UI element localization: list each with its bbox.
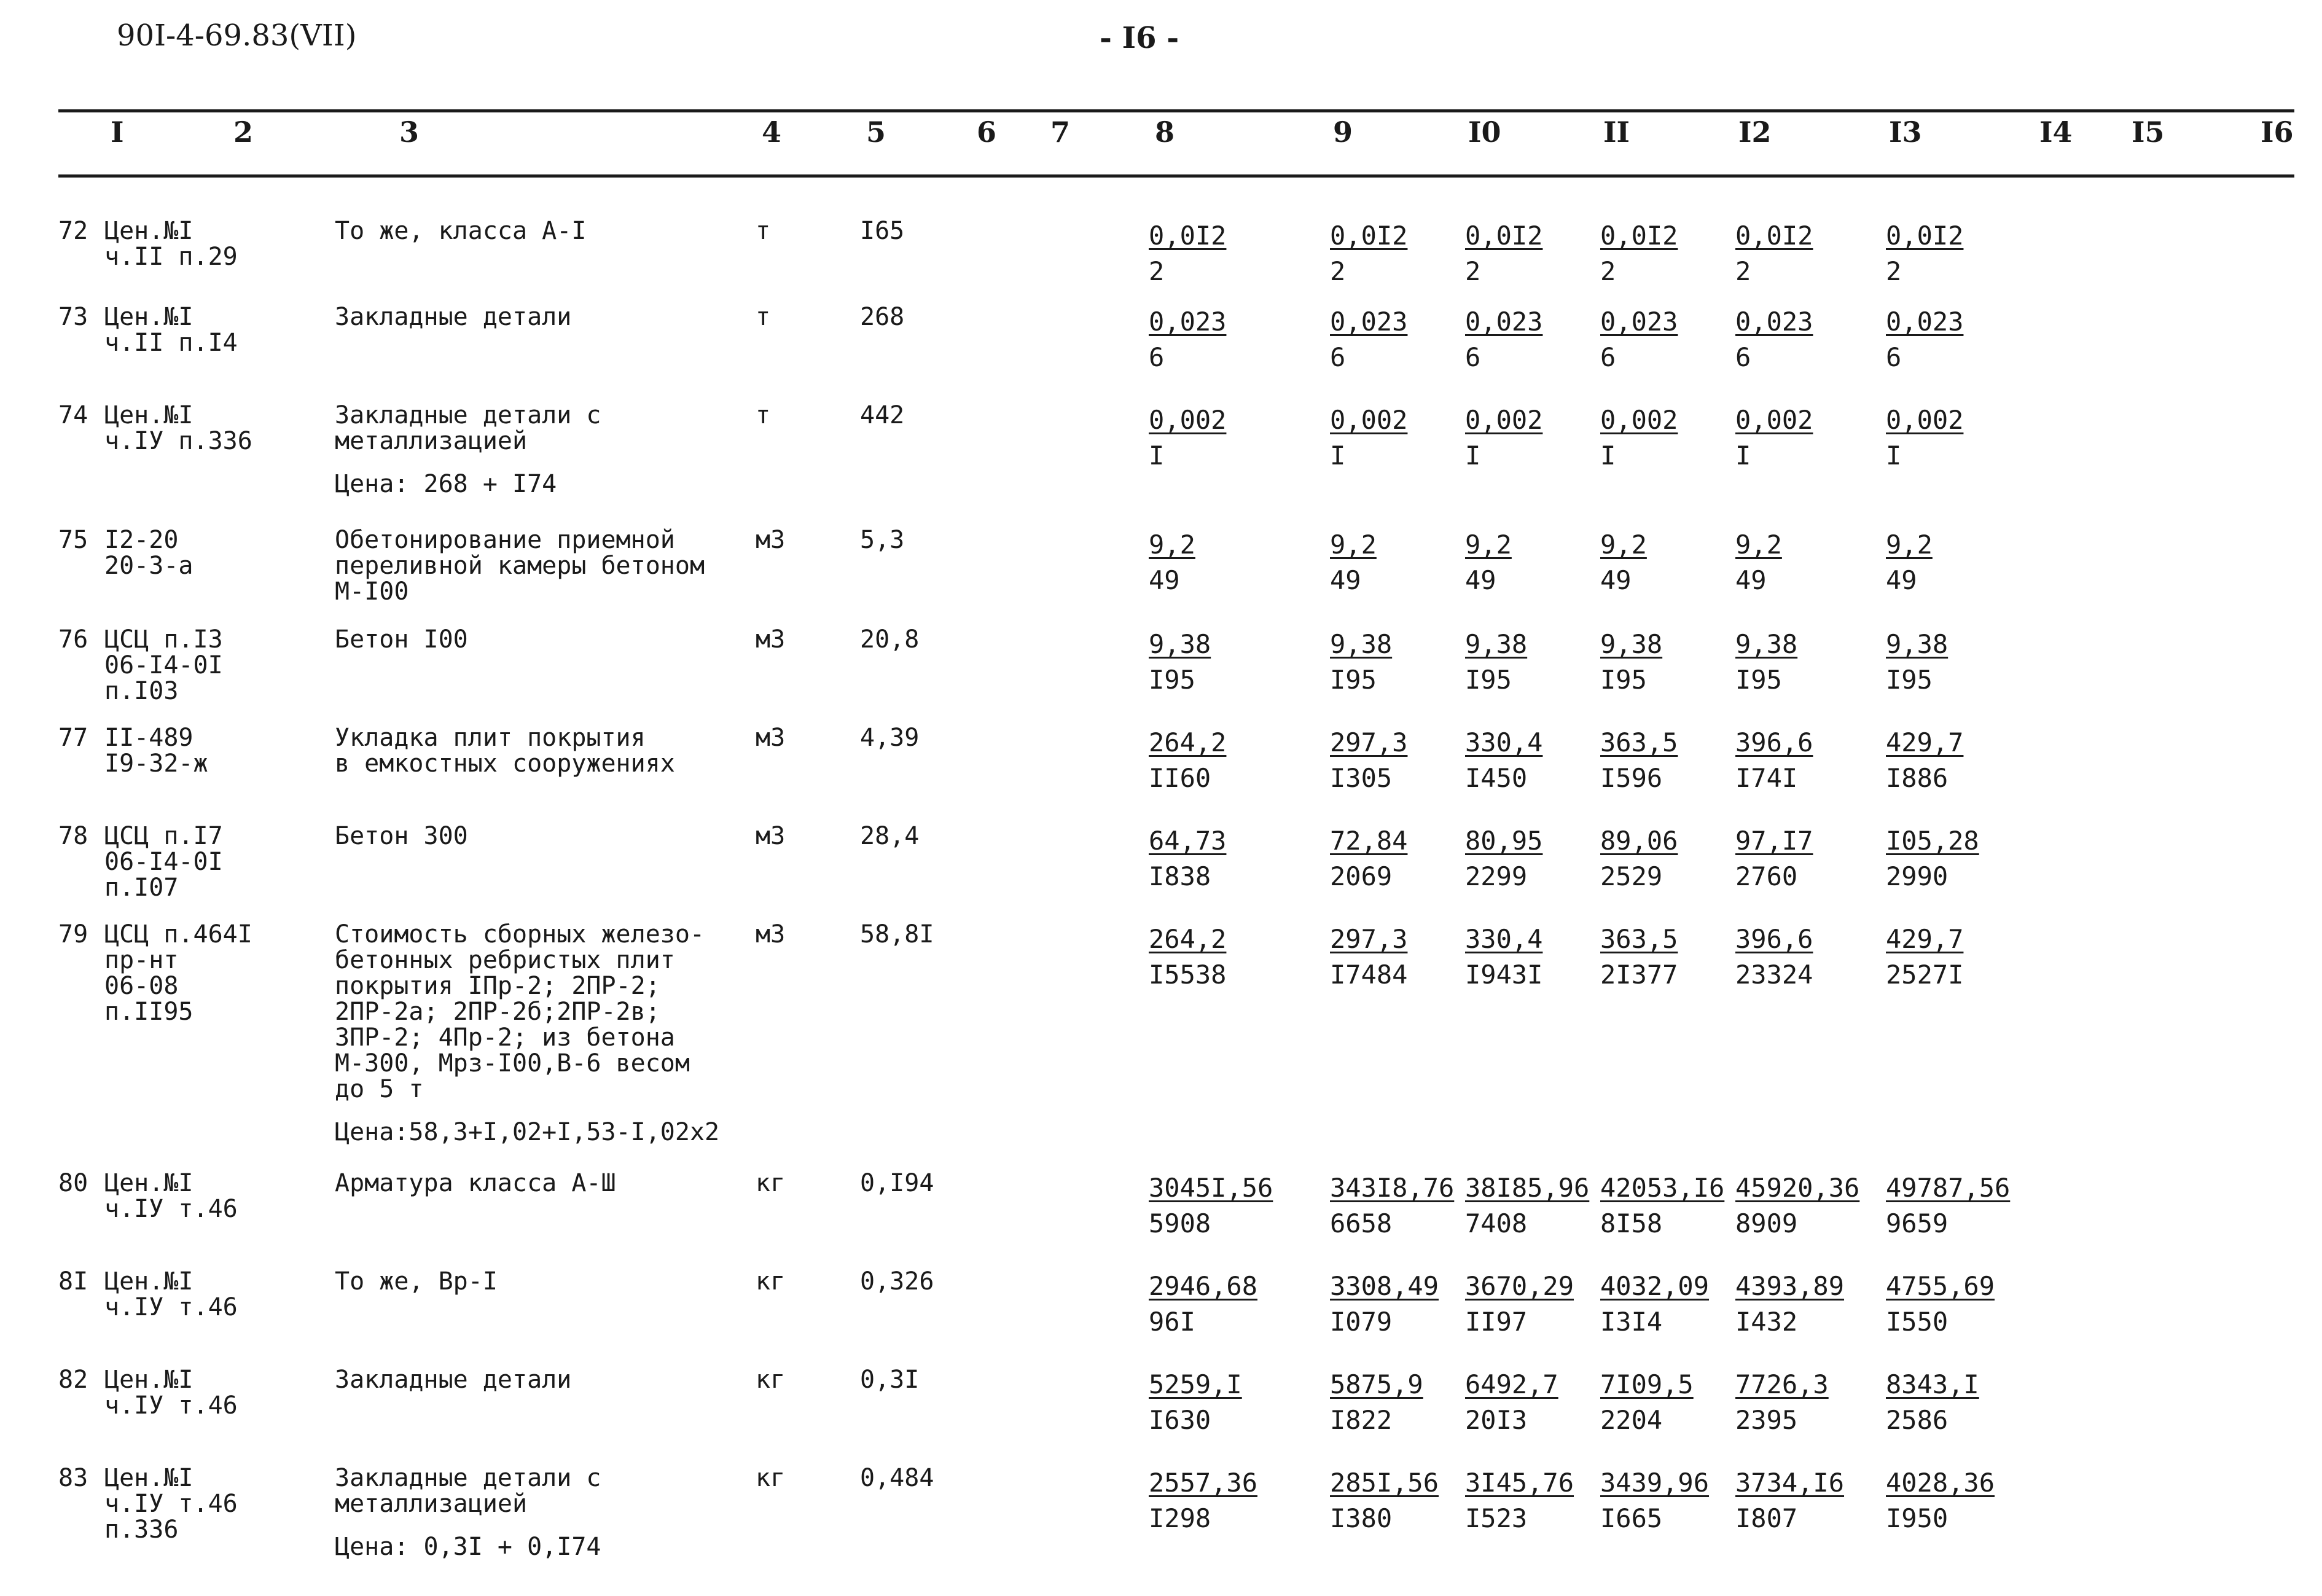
value-quantity: 3734,I6	[1735, 1468, 1845, 1498]
value-cell	[1735, 1465, 1844, 1536]
value-cost: I550	[1886, 1307, 1949, 1337]
value-cost: I943I	[1465, 960, 1543, 990]
value-cost: 2529	[1600, 861, 1663, 891]
value-cell	[1600, 402, 1678, 474]
value-cell	[1600, 1170, 1724, 1242]
value-quantity: 297,3	[1330, 924, 1408, 954]
row-price: 28,4	[860, 822, 920, 850]
value-quantity: 6492,7	[1465, 1369, 1558, 1399]
value-cost: I95	[1330, 665, 1377, 695]
value-quantity: 285I,56	[1330, 1468, 1439, 1498]
value-quantity: 45920,36	[1735, 1173, 1860, 1203]
value-cost: I305	[1330, 763, 1393, 793]
value-cell	[1149, 1367, 1242, 1438]
value-cost: I450	[1465, 763, 1528, 793]
value-cell	[1600, 218, 1678, 289]
value-cell	[1735, 627, 1797, 698]
row-code: Цен.№I ч.II п.29	[104, 217, 238, 271]
value-cell	[1149, 1170, 1273, 1242]
value-cell	[1600, 823, 1678, 894]
column-header: 2	[233, 115, 254, 149]
value-cell	[1600, 1465, 1709, 1536]
value-cell	[1886, 725, 1963, 796]
value-quantity: 264,2	[1149, 924, 1227, 954]
header-rule-bottom	[58, 174, 2294, 178]
row-number: 75	[58, 526, 88, 554]
value-cost: 7408	[1465, 1208, 1528, 1238]
value-cost: I95	[1600, 665, 1647, 695]
value-quantity: 0,0I2	[1735, 221, 1813, 251]
value-cost: I	[1465, 440, 1481, 471]
value-cost: I7484	[1330, 960, 1408, 990]
row-description: Арматура класса А-Ш	[335, 1169, 616, 1197]
row-price-formula: Цена: 268 + I74	[335, 470, 557, 498]
value-quantity: 0,002	[1149, 405, 1227, 435]
column-header: II	[1603, 115, 1630, 149]
row-code: Цен.№I ч.IУ т.46	[104, 1169, 238, 1223]
row-description: Бетон I00	[335, 625, 468, 654]
value-quantity: 9,38	[1886, 629, 1949, 659]
value-cost: I665	[1600, 1503, 1663, 1533]
value-quantity: 4755,69	[1886, 1271, 1995, 1301]
value-cell	[1465, 1170, 1589, 1242]
value-quantity: 363,5	[1600, 924, 1678, 954]
value-cost: 2	[1330, 256, 1346, 286]
value-cell	[1330, 1465, 1439, 1536]
value-cost: 2	[1149, 256, 1165, 286]
value-quantity: 396,6	[1735, 924, 1813, 954]
row-code: Цен.№I ч.IУ т.46 п.336	[104, 1464, 238, 1544]
page-number: - I6 -	[1100, 21, 1179, 55]
value-cost: 2527I	[1886, 960, 1964, 990]
row-description: То же, класса А-I	[335, 217, 587, 245]
value-quantity: 0,0I2	[1465, 221, 1543, 251]
column-header: I0	[1468, 115, 1501, 149]
row-description: Закладные детали с металлизацией Цена: 0,3I + 0,I74	[335, 1464, 601, 1561]
value-cost: I380	[1330, 1503, 1393, 1533]
value-cost: I3I4	[1600, 1307, 1663, 1337]
value-cell	[1735, 527, 1782, 598]
row-code: ЦСЦ п.I7 06-I4-0I п.I07	[104, 822, 223, 902]
value-quantity: 0,002	[1465, 405, 1543, 435]
row-price-formula: Цена: 0,3I + 0,I74	[335, 1533, 601, 1561]
value-quantity: 89,06	[1600, 826, 1678, 856]
value-cell	[1886, 1465, 1995, 1536]
value-cost: 2069	[1330, 861, 1393, 891]
row-unit: т	[756, 401, 771, 429]
row-number: 74	[58, 401, 88, 429]
value-quantity: 2946,68	[1149, 1271, 1258, 1301]
value-quantity: 9,38	[1330, 629, 1393, 659]
row-number: 76	[58, 625, 88, 654]
value-quantity: 0,023	[1465, 307, 1543, 337]
value-cell	[1600, 1269, 1709, 1340]
value-cost: I886	[1886, 763, 1949, 793]
row-price: 0,484	[860, 1464, 934, 1492]
column-header: I5	[2132, 115, 2165, 149]
value-quantity: 9,38	[1735, 629, 1798, 659]
value-cell	[1735, 1269, 1844, 1340]
value-quantity: 3I45,76	[1465, 1468, 1574, 1498]
value-quantity: 3045I,56	[1149, 1173, 1273, 1203]
value-cell	[1330, 921, 1407, 993]
row-number: 79	[58, 920, 88, 949]
value-cell	[1735, 1367, 1829, 1438]
row-number: 73	[58, 303, 88, 331]
column-header: I3	[1889, 115, 1922, 149]
value-quantity: 264,2	[1149, 727, 1227, 757]
value-cell	[1465, 823, 1542, 894]
row-number: 8I	[58, 1267, 88, 1296]
value-quantity: 5259,I	[1149, 1369, 1242, 1399]
value-cell	[1600, 304, 1678, 375]
value-quantity: 49787,56	[1886, 1173, 2011, 1203]
value-quantity: 9,2	[1330, 530, 1377, 560]
column-header: I6	[2261, 115, 2294, 149]
value-quantity: 0,023	[1735, 307, 1813, 337]
value-cell	[1465, 1269, 1574, 1340]
column-header: 5	[866, 115, 886, 149]
column-header: I2	[1738, 115, 1772, 149]
value-quantity: 97,I7	[1735, 826, 1813, 856]
value-quantity: 64,73	[1149, 826, 1227, 856]
row-description: Закладные детали	[335, 303, 572, 331]
value-cost: 2299	[1465, 861, 1528, 891]
value-cell	[1330, 218, 1407, 289]
column-header: 7	[1050, 115, 1071, 149]
value-cost: 2	[1735, 256, 1751, 286]
row-number: 82	[58, 1366, 88, 1394]
row-price: 0,I94	[860, 1169, 934, 1197]
value-cost: I95	[1465, 665, 1512, 695]
value-quantity: 4393,89	[1735, 1271, 1845, 1301]
row-description: Бетон 300	[335, 822, 468, 850]
value-cost: I630	[1149, 1405, 1211, 1435]
value-cell	[1600, 1367, 1694, 1438]
value-cost: 6	[1465, 342, 1481, 372]
value-quantity: 9,38	[1465, 629, 1528, 659]
row-description: Обетонирование приемной переливной камеры бетоном М-I00	[335, 526, 705, 606]
value-cost: 2586	[1886, 1405, 1949, 1435]
value-cell	[1465, 1465, 1574, 1536]
value-cell	[1886, 527, 1933, 598]
row-price: 0,326	[860, 1267, 934, 1296]
value-quantity: 9,2	[1886, 530, 1933, 560]
value-cell	[1465, 527, 1512, 598]
value-cell	[1465, 627, 1527, 698]
value-cell	[1886, 304, 1963, 375]
value-cost: 49	[1149, 565, 1180, 595]
value-cell	[1735, 725, 1813, 796]
row-description: Закладные детали	[335, 1366, 572, 1394]
value-quantity: 9,2	[1149, 530, 1195, 560]
value-quantity: 7726,3	[1735, 1369, 1829, 1399]
value-cell	[1330, 304, 1407, 375]
row-description: Закладные детали с металлизацией Цена: 268 + I74	[335, 401, 601, 498]
value-cost: I523	[1465, 1503, 1528, 1533]
value-cell	[1886, 1170, 2010, 1242]
row-unit: т	[756, 303, 771, 331]
value-quantity: 9,2	[1600, 530, 1647, 560]
row-description: Стоимость сборных железо- бетонных ребристых плит покрытия IПр-2; 2ПР-2; 2ПР-2а; 2ПР-2б;2ПР-2в; 3ПР-2; 4Пр-2; из бетона М-300, Мрз-I00,В-6 весом до 5 т Цена:58,3+I,02+I,53-I,02х2	[335, 920, 720, 1146]
value-cost: 49	[1886, 565, 1917, 595]
row-number: 80	[58, 1169, 88, 1197]
value-cost: 2990	[1886, 861, 1949, 891]
value-cost: 23324	[1735, 960, 1813, 990]
value-quantity: 72,84	[1330, 826, 1408, 856]
value-quantity: 0,023	[1886, 307, 1964, 337]
value-cell	[1465, 218, 1542, 289]
row-description: Укладка плит покрытия в емкостных сооружениях	[335, 724, 675, 778]
value-cost: I950	[1886, 1503, 1949, 1533]
value-cost: 2	[1886, 256, 1902, 286]
value-cost: I079	[1330, 1307, 1393, 1337]
value-cost: 2204	[1600, 1405, 1663, 1435]
row-unit: м3	[756, 920, 786, 949]
row-unit: кг	[756, 1169, 786, 1197]
value-quantity: 429,7	[1886, 727, 1964, 757]
value-cell	[1149, 1465, 1257, 1536]
value-quantity: 8343,I	[1886, 1369, 1979, 1399]
value-quantity: 3308,49	[1330, 1271, 1439, 1301]
value-cell	[1149, 304, 1226, 375]
value-quantity: 80,95	[1465, 826, 1543, 856]
value-quantity: 0,0I2	[1886, 221, 1964, 251]
value-quantity: 0,002	[1600, 405, 1678, 435]
value-cell	[1735, 823, 1813, 894]
value-cell	[1149, 725, 1226, 796]
row-price: 0,3I	[860, 1366, 920, 1394]
value-cell	[1600, 921, 1678, 993]
value-cell	[1465, 402, 1542, 474]
value-quantity: 0,023	[1600, 307, 1678, 337]
value-cost: 2	[1465, 256, 1481, 286]
value-quantity: 0,0I2	[1149, 221, 1227, 251]
row-number: 77	[58, 724, 88, 752]
value-cell	[1330, 402, 1407, 474]
value-cell	[1735, 921, 1813, 993]
value-cell	[1330, 725, 1407, 796]
value-cell	[1149, 921, 1226, 993]
value-cell	[1735, 304, 1813, 375]
value-quantity: 9,38	[1149, 629, 1211, 659]
value-quantity: 38I85,96	[1465, 1173, 1590, 1203]
value-cost: 49	[1600, 565, 1632, 595]
row-unit: кг	[756, 1267, 786, 1296]
value-cost: I596	[1600, 763, 1663, 793]
value-cell	[1886, 823, 1979, 894]
value-cost: 96I	[1149, 1307, 1195, 1337]
value-quantity: 0,0I2	[1330, 221, 1408, 251]
value-cell	[1330, 1170, 1454, 1242]
value-cell	[1465, 1367, 1558, 1438]
value-quantity: 297,3	[1330, 727, 1408, 757]
value-quantity: 0,002	[1886, 405, 1964, 435]
value-cell	[1886, 1269, 1995, 1340]
value-quantity: 3670,29	[1465, 1271, 1574, 1301]
value-cell	[1149, 527, 1195, 598]
value-cell	[1735, 1170, 1859, 1242]
value-cost: 9659	[1886, 1208, 1949, 1238]
row-code: II-489 I9-32-ж	[104, 724, 208, 778]
value-cost: II97	[1465, 1307, 1528, 1337]
row-unit: м3	[756, 724, 786, 752]
row-price: 268	[860, 303, 905, 331]
value-cell	[1886, 402, 1963, 474]
row-unit: кг	[756, 1464, 786, 1492]
value-cost: I5538	[1149, 960, 1227, 990]
value-cost: I74I	[1735, 763, 1798, 793]
value-cost: 20I3	[1465, 1405, 1528, 1435]
value-cost: I298	[1149, 1503, 1211, 1533]
value-quantity: 429,7	[1886, 924, 1964, 954]
column-header: 3	[399, 115, 420, 149]
value-quantity: 0,0I2	[1600, 221, 1678, 251]
row-unit: т	[756, 217, 771, 245]
value-cost: I95	[1149, 665, 1195, 695]
row-number: 72	[58, 217, 88, 245]
value-cell	[1886, 627, 1948, 698]
row-code: I2-20 20-3-а	[104, 526, 194, 580]
row-number: 78	[58, 822, 88, 850]
value-quantity: 9,38	[1600, 629, 1663, 659]
column-header: 6	[977, 115, 997, 149]
value-cost: 6658	[1330, 1208, 1393, 1238]
row-number: 83	[58, 1464, 88, 1492]
value-quantity: 330,4	[1465, 727, 1543, 757]
value-cell	[1330, 1367, 1423, 1438]
value-cell	[1330, 527, 1377, 598]
row-code: ЦСЦ п.I3 06-I4-0I п.I03	[104, 625, 223, 705]
row-code: Цен.№I ч.IУ т.46	[104, 1366, 238, 1420]
value-quantity: 0,002	[1735, 405, 1813, 435]
row-price: 5,3	[860, 526, 905, 554]
value-quantity: 4032,09	[1600, 1271, 1710, 1301]
value-cost: 2I377	[1600, 960, 1678, 990]
value-cell	[1600, 725, 1678, 796]
value-cost: I95	[1886, 665, 1933, 695]
value-quantity: 9,2	[1465, 530, 1512, 560]
value-quantity: 330,4	[1465, 924, 1543, 954]
value-cost: 49	[1735, 565, 1767, 595]
value-cost: I	[1886, 440, 1902, 471]
column-header: 4	[762, 115, 782, 149]
value-cell	[1149, 218, 1226, 289]
value-quantity: 343I8,76	[1330, 1173, 1455, 1203]
value-cell	[1149, 627, 1211, 698]
value-cost: 49	[1465, 565, 1496, 595]
column-header: 9	[1333, 115, 1353, 149]
value-cell	[1886, 218, 1963, 289]
value-cell	[1149, 1269, 1257, 1340]
row-code: Цен.№I ч.IУ т.46	[104, 1267, 238, 1321]
page-code: 90I-4-69.83(VII)	[117, 18, 357, 53]
value-cost: 49	[1330, 565, 1361, 595]
value-quantity: 396,6	[1735, 727, 1813, 757]
value-cell	[1149, 402, 1226, 474]
value-quantity: 5875,9	[1330, 1369, 1423, 1399]
value-cost: 2395	[1735, 1405, 1798, 1435]
value-cost: 2760	[1735, 861, 1798, 891]
row-price-formula: Цена:58,3+I,02+I,53-I,02х2	[335, 1118, 720, 1146]
value-cost: I	[1149, 440, 1165, 471]
value-cost: 6	[1149, 342, 1165, 372]
value-quantity: 9,2	[1735, 530, 1782, 560]
value-quantity: 4028,36	[1886, 1468, 1995, 1498]
value-cell	[1886, 1367, 1979, 1438]
value-quantity: 42053,I6	[1600, 1173, 1725, 1203]
value-quantity: 7I09,5	[1600, 1369, 1694, 1399]
value-quantity: 363,5	[1600, 727, 1678, 757]
value-cost: I	[1735, 440, 1751, 471]
value-cost: 6	[1886, 342, 1902, 372]
value-cell	[1886, 921, 1963, 993]
value-cost: 6	[1600, 342, 1616, 372]
value-quantity: 0,023	[1149, 307, 1227, 337]
value-cost: 6	[1735, 342, 1751, 372]
value-cell	[1465, 921, 1542, 993]
value-cost: 2	[1600, 256, 1616, 286]
row-description: То же, Вр-I	[335, 1267, 498, 1296]
row-price: I65	[860, 217, 905, 245]
column-header: I4	[2039, 115, 2073, 149]
row-price: 20,8	[860, 625, 920, 654]
value-cost: I807	[1735, 1503, 1798, 1533]
value-quantity: 0,002	[1330, 405, 1408, 435]
value-cell	[1330, 627, 1392, 698]
row-code: Цен.№I ч.II п.I4	[104, 303, 238, 357]
column-header: I	[111, 115, 124, 149]
value-quantity: 2557,36	[1149, 1468, 1258, 1498]
row-price: 58,8I	[860, 920, 934, 949]
value-cost: I822	[1330, 1405, 1393, 1435]
value-cost: 5908	[1149, 1208, 1211, 1238]
value-cost: I	[1600, 440, 1616, 471]
value-cost: I838	[1149, 861, 1211, 891]
value-cell	[1330, 1269, 1439, 1340]
value-cost: II60	[1149, 763, 1211, 793]
row-code: Цен.№I ч.IУ п.336	[104, 401, 252, 455]
value-cost: 6	[1330, 342, 1346, 372]
value-quantity: I05,28	[1886, 826, 1979, 856]
row-price: 4,39	[860, 724, 920, 752]
value-cell	[1149, 823, 1226, 894]
row-unit: кг	[756, 1366, 786, 1394]
value-cell	[1600, 627, 1662, 698]
value-cost: I	[1330, 440, 1346, 471]
value-cell	[1465, 725, 1542, 796]
header-rule-top	[58, 109, 2294, 112]
row-price: 442	[860, 401, 905, 429]
row-unit: м3	[756, 625, 786, 654]
value-quantity: 0,023	[1330, 307, 1408, 337]
value-cost: I95	[1735, 665, 1782, 695]
column-header: 8	[1155, 115, 1175, 149]
value-cell	[1735, 218, 1813, 289]
value-cost: I432	[1735, 1307, 1798, 1337]
value-cell	[1600, 527, 1647, 598]
value-cell	[1465, 304, 1542, 375]
value-cell	[1330, 823, 1407, 894]
row-unit: м3	[756, 526, 786, 554]
value-cell	[1735, 402, 1813, 474]
value-cost: 8909	[1735, 1208, 1798, 1238]
row-code: ЦСЦ п.464I пр-нт 06-08 п.II95	[104, 920, 252, 1026]
value-quantity: 3439,96	[1600, 1468, 1710, 1498]
value-cost: 8I58	[1600, 1208, 1663, 1238]
row-unit: м3	[756, 822, 786, 850]
